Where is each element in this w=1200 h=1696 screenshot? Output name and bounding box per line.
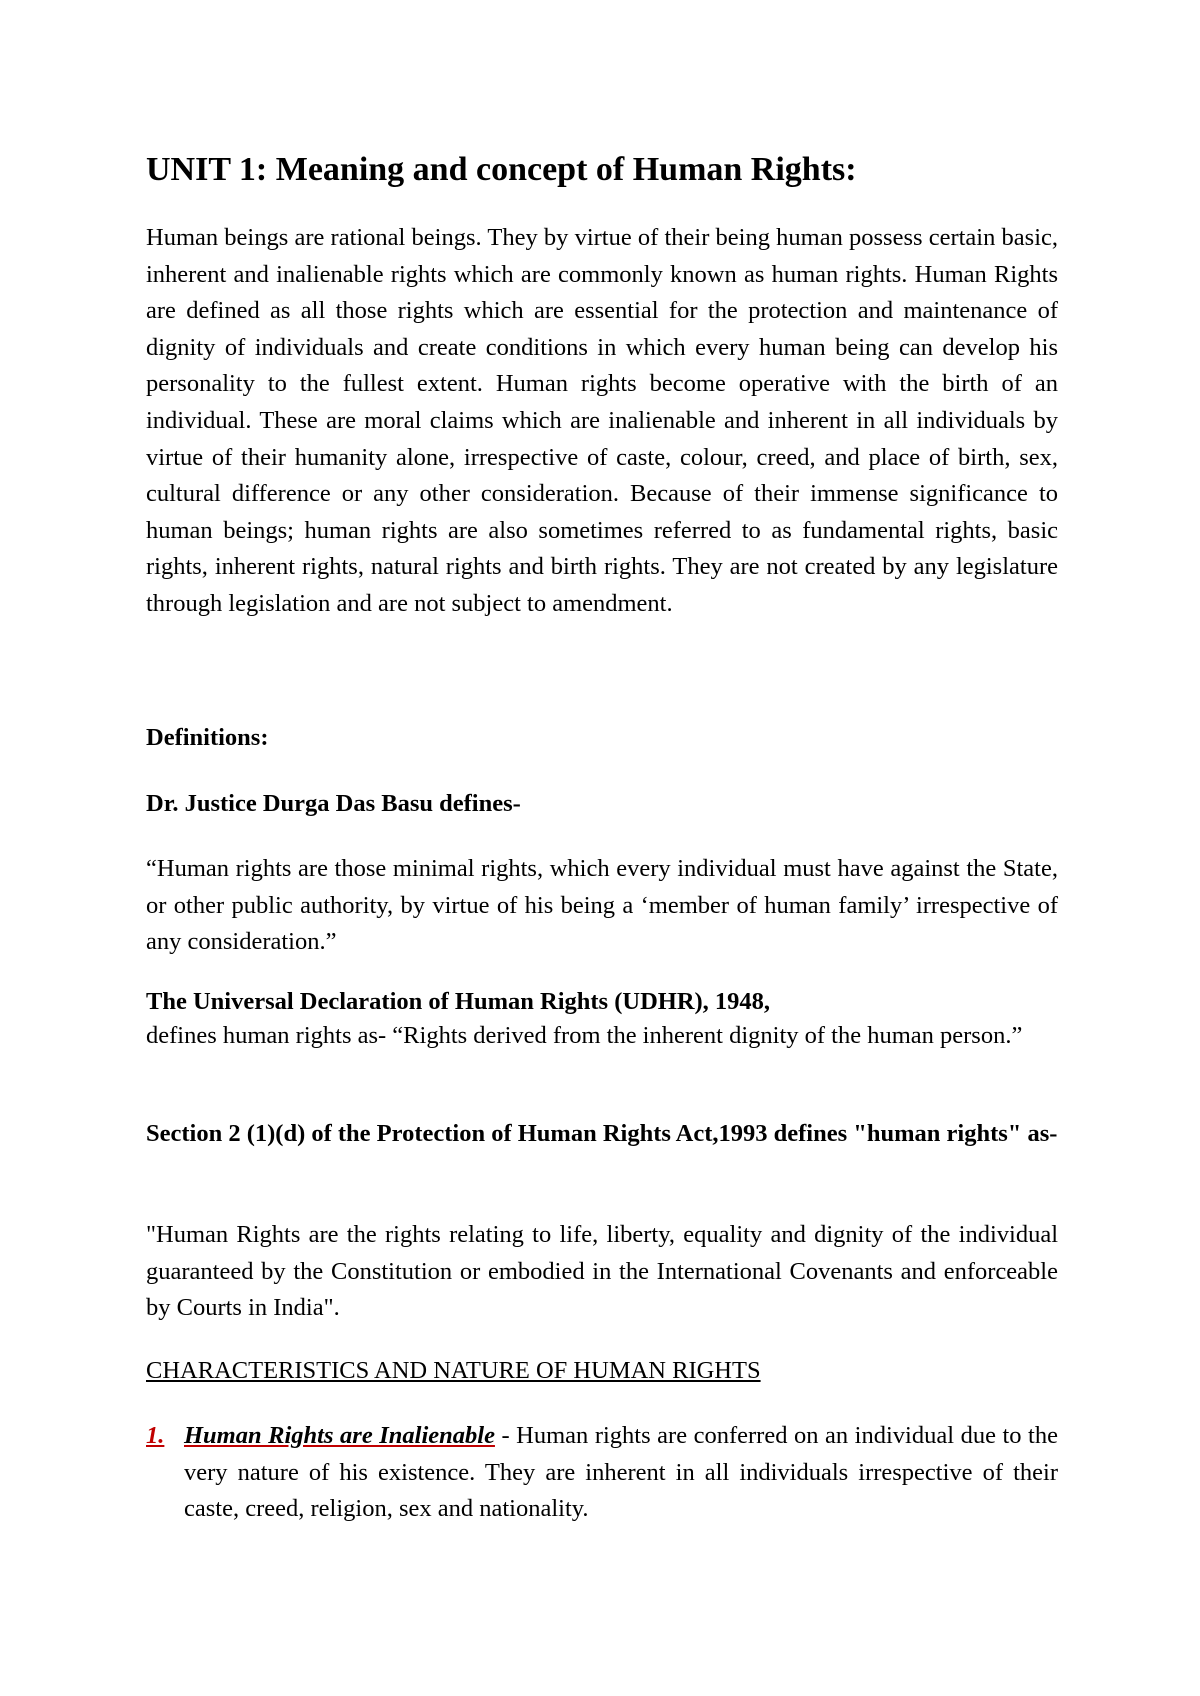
definitions-heading: Definitions:: [146, 724, 269, 751]
udhr-text: defines human rights as- “Rights derived from the inherent dignity of the human person.”: [146, 1021, 1023, 1049]
list-item-title: Human Rights are Inalienable: [184, 1422, 495, 1449]
document-title: UNIT 1: Meaning and concept of Human Rights:: [146, 151, 857, 188]
udhr-definition: [146, 985, 1058, 1052]
intro-paragraph: Human beings are rational beings. They by virtue of their being human possess certain basic, inherent and inalienable rights which are commonly known as human rights. Human Rights are defined as all those rights which are essential for the protection and maintenance of dignity of individuals and create conditions in which every human being can develop his personality to the fullest extent. Human rights become operative with the birth of an individual. These are moral claims which are inalienable and inherent in all individuals by virtue of their humanity alone, irrespective of caste, colour, creed, and place of birth, sex, cultural difference or any other consideration. Because of their immense significance to human beings; human rights are also sometimes referred to as fundamental rights, basic rights, inherent rights, natural rights and birth rights. They are not created by any legislature through legislation and are not subject to amendment.: [146, 224, 1058, 617]
basu-definition-quote: “Human rights are those minimal rights, which every individual must have against the State, or other public authority, by virtue of his being a ‘member of human family’ irrespective of any consideration.”: [146, 855, 1058, 956]
characteristics-heading: CHARACTERISTICS AND NATURE OF HUMAN RIGHTS: [146, 1357, 761, 1384]
list-item-number: 1.: [146, 1422, 165, 1449]
udhr-heading: The Universal Declaration of Human Rights (UDHR), 1948,: [146, 988, 771, 1015]
list-item-text: - Human rights are conferred on an individual due to the very nature of his existence. They are inherent in all individuals irrespective of their caste, creed, religion, sex and nationality.: [184, 1422, 1058, 1523]
section2-quote: "Human Rights are the rights relating to life, liberty, equality and dignity of the individual guaranteed by the Constitution or embodied in the International Covenants and enforceable by Courts in India".: [146, 1221, 1058, 1322]
characteristic-item: [146, 1418, 1058, 1528]
section2-heading: Section 2 (1)(d) of the Protection of Human Rights Act,1993 defines "human rights" as-: [146, 1120, 1058, 1147]
basu-definition-heading: Dr. Justice Durga Das Basu defines-: [146, 790, 521, 817]
